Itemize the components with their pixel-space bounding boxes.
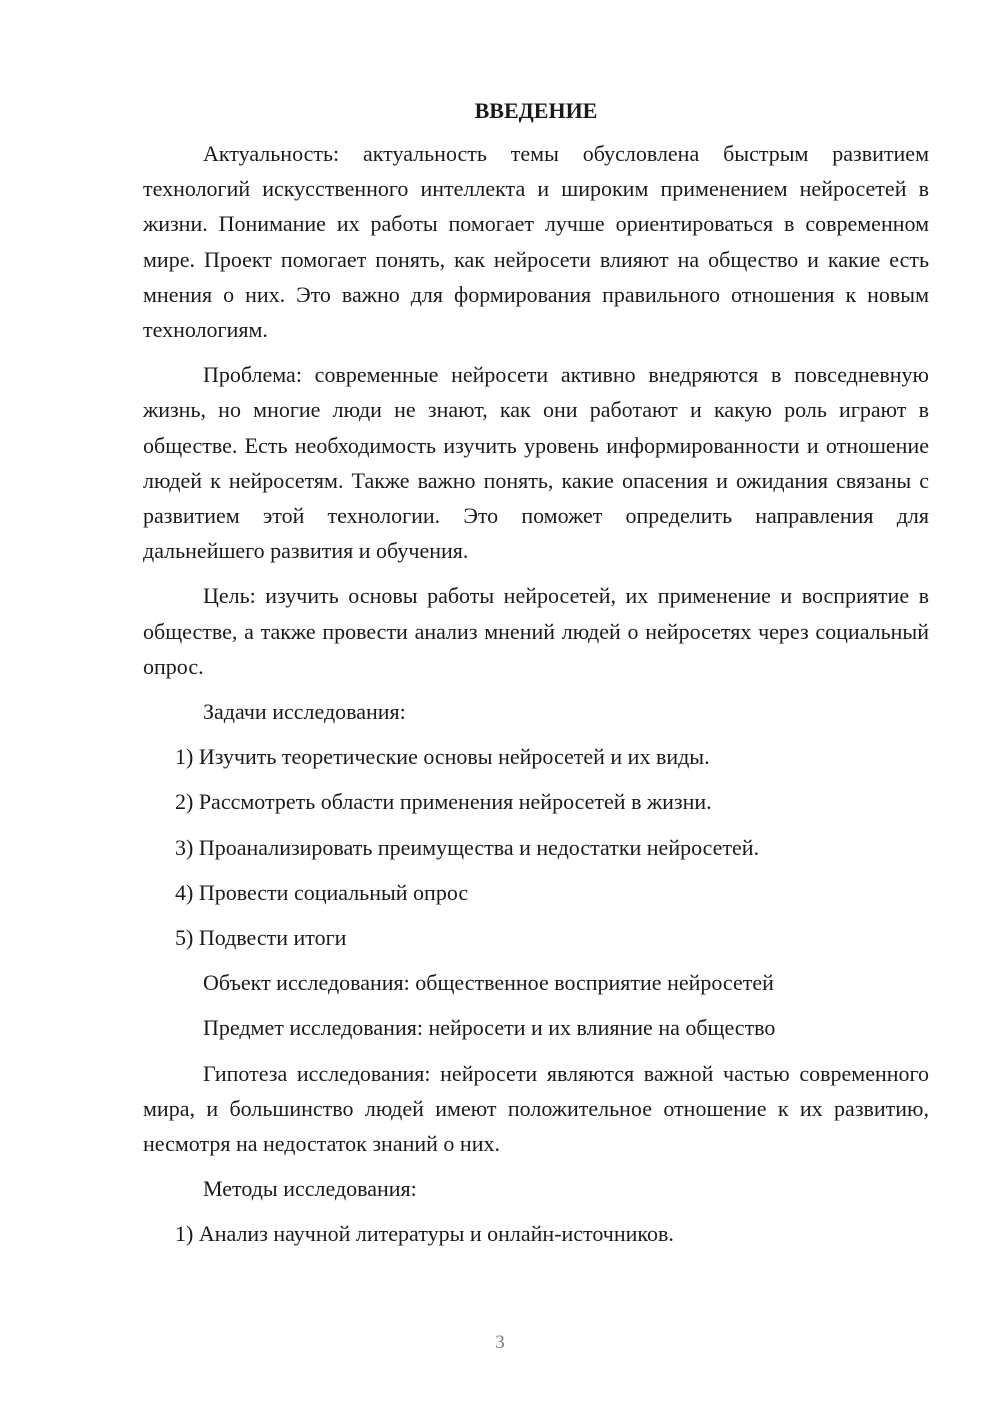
subject-paragraph: Предмет исследования: нейросети и их влияние на общество <box>203 1015 776 1041</box>
task-item: 3) Проанализировать преимущества и недостатки нейросетей. <box>175 834 760 860</box>
method-item: 1) Анализ научной литературы и онлайн-источников. <box>175 1221 674 1247</box>
page-number: 3 <box>495 1332 505 1353</box>
task-item: 4) Провести социальный опрос <box>175 879 469 905</box>
task-item: 2) Рассмотреть области применения нейросетей в жизни. <box>175 789 712 815</box>
methods-title: Методы исследования: <box>203 1176 417 1202</box>
task-item: 1) Изучить теоретические основы нейросетей и их виды. <box>175 744 710 770</box>
tasks-title: Задачи исследования: <box>203 699 406 725</box>
document-page <box>143 96 929 1262</box>
tasks-list <box>143 739 929 955</box>
object-paragraph: Объект исследования: общественное восприятие нейросетей <box>203 970 774 996</box>
relevance-paragraph: Актуальность: актуальность темы обусловлена быстрым развитием технологий искусственного интеллекта и широким применением нейросетей в жизни. Понимание их работы помогает лучше ориентироваться в современном мире. Проект помогает понять, как нейросети влияют на общество и какие есть мнения о них. Это важно для формирования правильного отношения к новым технологиям. <box>143 141 929 343</box>
problem-paragraph: Проблема: современные нейросети активно внедряются в повседневную жизнь, но многие люди не знают, как они работают и какую роль играют в обществе. Есть необходимость изучить уровень информированности и отношение людей к нейросетям. Также важно понять, какие опасения и ожидания связаны с развитием этой технологии. Это поможет определить направления для дальнейшего развития и обучения. <box>143 362 929 564</box>
goal-paragraph: Цель: изучить основы работы нейросетей, их применение и восприятие в обществе, а также провести анализ мнений людей о нейросетях через социальный опрос. <box>143 583 929 679</box>
section-heading: ВВЕДЕНИЕ <box>474 98 598 123</box>
hypothesis-paragraph: Гипотеза исследования: нейросети являются важной частью современного мира, и большинство людей имеют положительное отношение к их развитию, несмотря на недостаток знаний о них. <box>143 1060 929 1157</box>
task-item: 5) Подвести итоги <box>175 925 347 951</box>
methods-list <box>143 1216 929 1251</box>
